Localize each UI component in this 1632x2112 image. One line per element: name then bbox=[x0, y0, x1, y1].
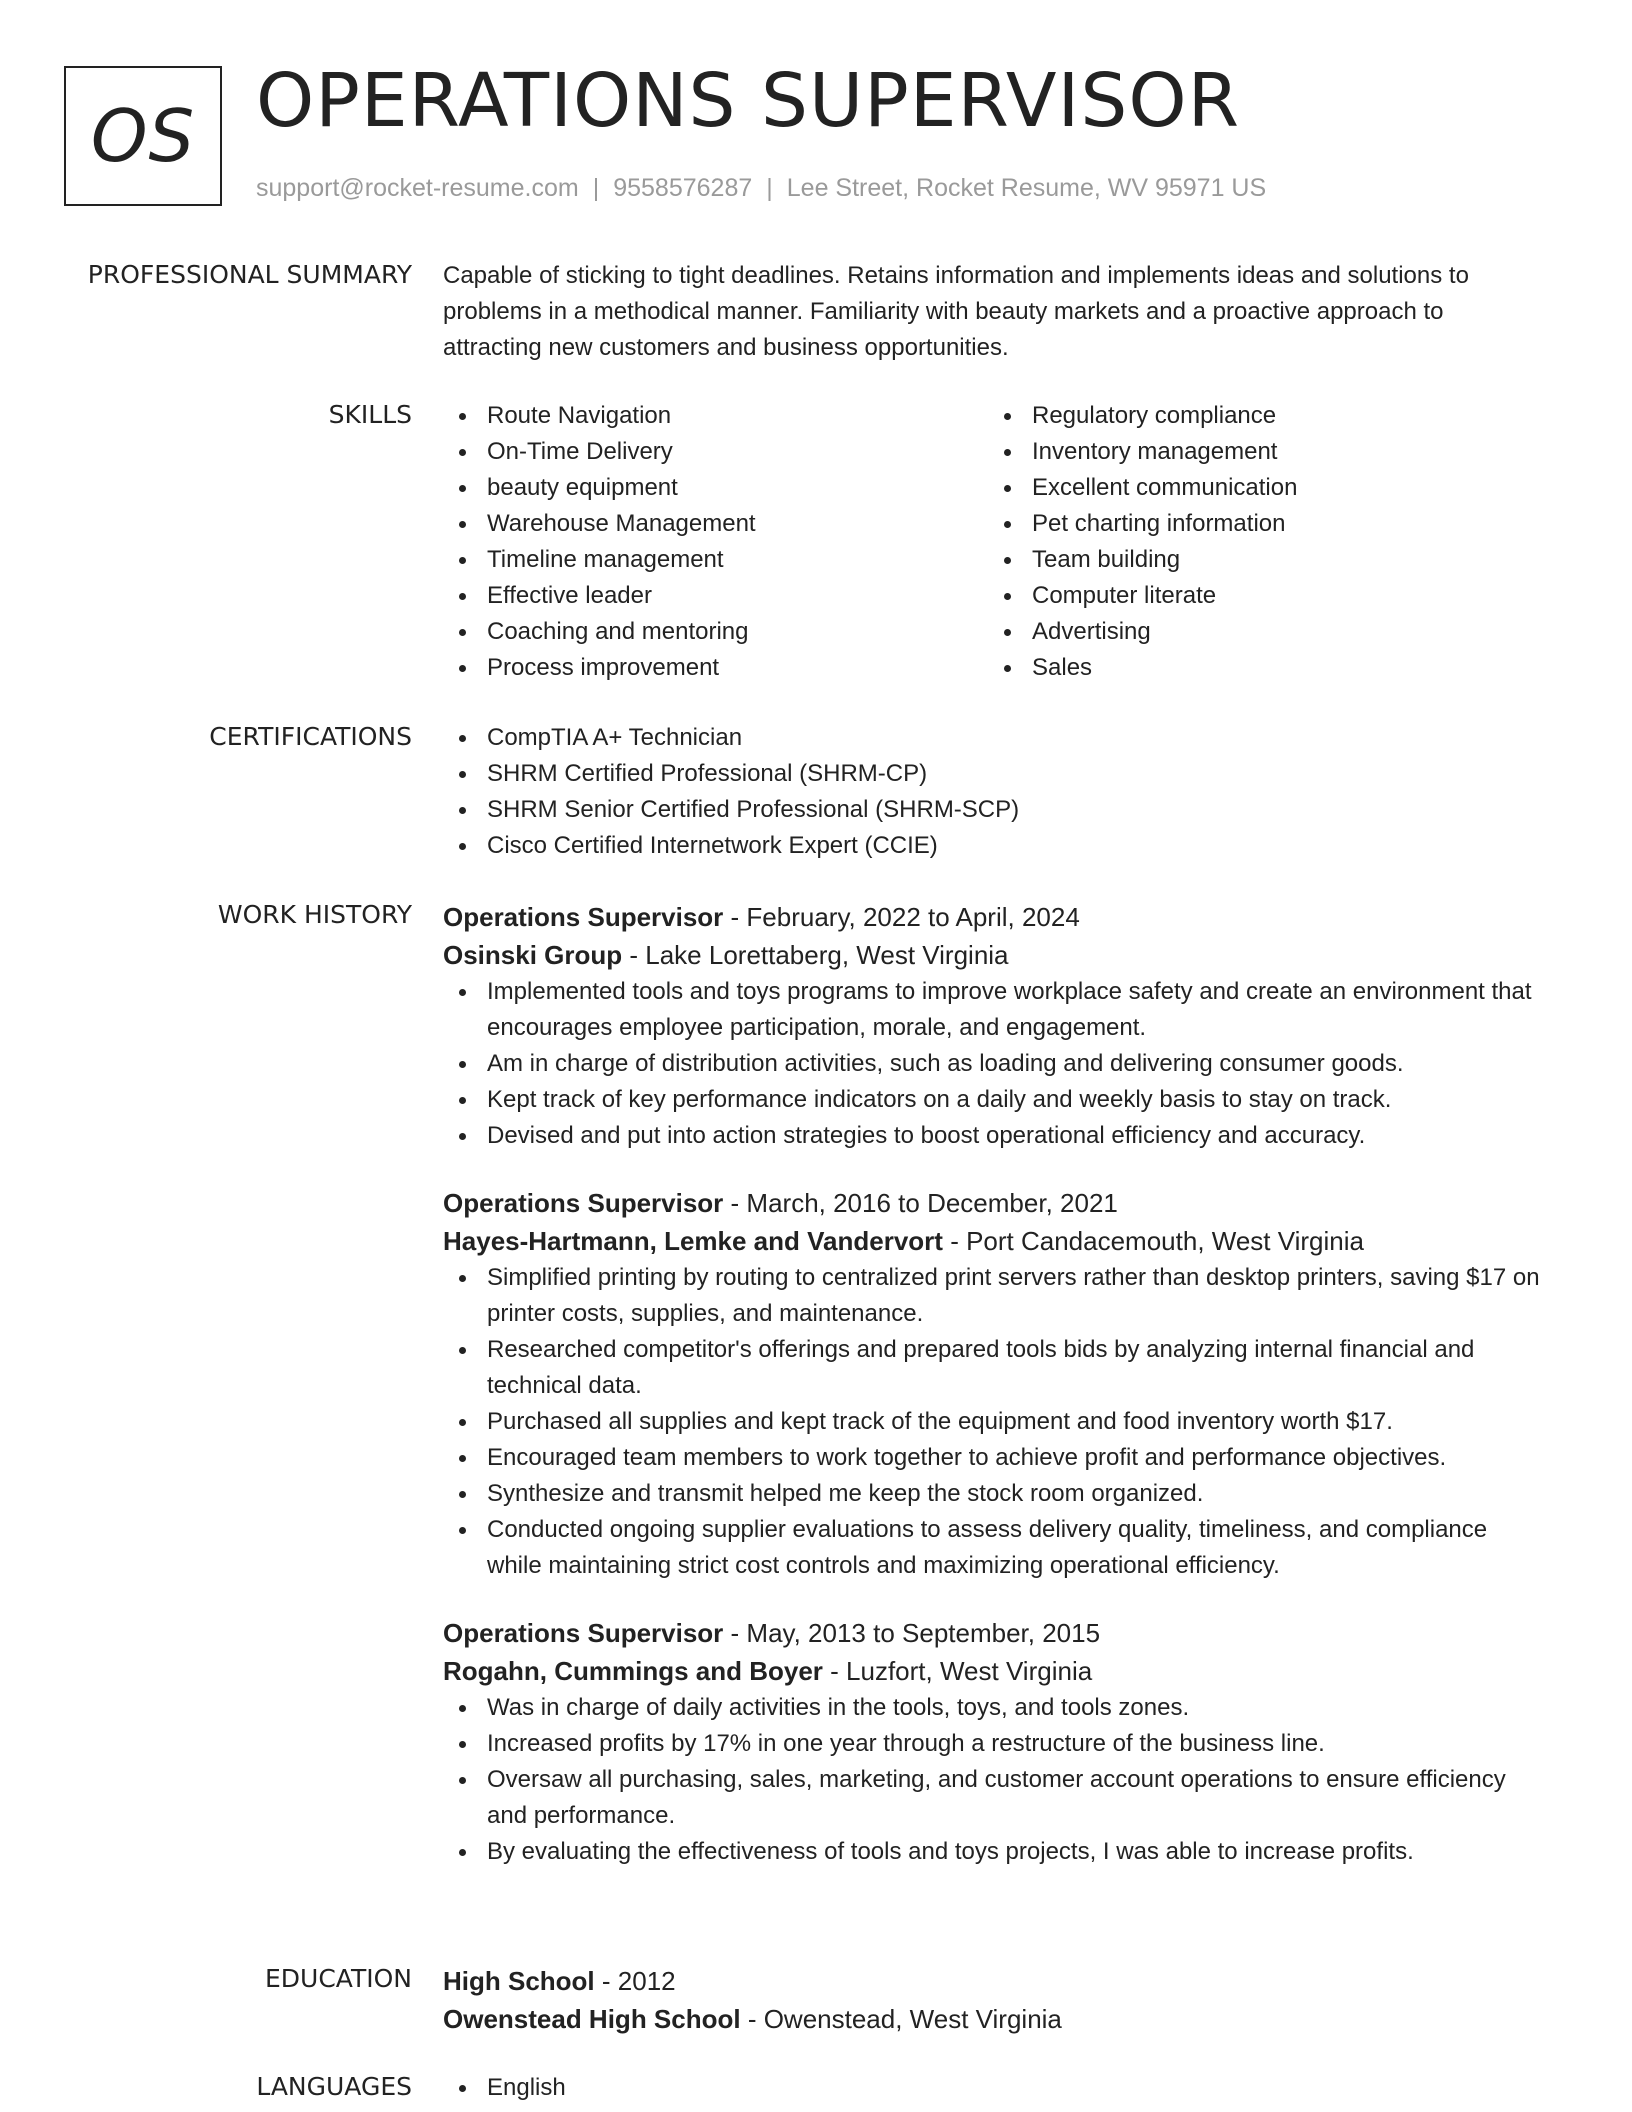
contact-phone: 9558576287 bbox=[613, 174, 753, 202]
education-school: Owenstead High School bbox=[443, 2004, 741, 2034]
summary-text: Capable of sticking to tight deadlines. Retains information and implements ideas and solutions to problems in a methodical manner. Familiarity with beauty markets and a proactive approach to attracting new customers and business opportunities. bbox=[443, 262, 1469, 361]
job-bullet: Researched competitor's offerings and prepared tools bids by analyzing internal financial and technical data. bbox=[443, 1332, 1543, 1404]
job-dates: - February, 2022 to April, 2024 bbox=[723, 902, 1080, 932]
job-bullet: Devised and put into action strategies to boost operational efficiency and accuracy. bbox=[443, 1118, 1543, 1154]
job-title-line bbox=[443, 1184, 1543, 1222]
job-bullet: Increased profits by 17% in one year through a restructure of the business line. bbox=[443, 1726, 1543, 1762]
certification-item: Cisco Certified Internetwork Expert (CCIE) bbox=[443, 828, 1543, 864]
job-title: Operations Supervisor bbox=[443, 1188, 724, 1218]
job-company: Osinski Group bbox=[443, 940, 623, 970]
page-title: OPERATIONS SUPERVISOR bbox=[256, 58, 1241, 144]
summary-content bbox=[443, 258, 1543, 366]
skill-item: Computer literate bbox=[988, 578, 1533, 614]
skill-item: Process improvement bbox=[443, 650, 988, 686]
job-entry bbox=[443, 1614, 1543, 1870]
contact-separator: | bbox=[766, 174, 773, 202]
skill-item: Inventory management bbox=[988, 434, 1533, 470]
job-bullets bbox=[443, 1690, 1543, 1870]
contact-email: support@rocket-resume.com bbox=[256, 174, 579, 202]
certification-item: SHRM Certified Professional (SHRM-CP) bbox=[443, 756, 1543, 792]
education-degree: High School bbox=[443, 1966, 595, 1996]
contact-separator: | bbox=[592, 174, 600, 202]
contact-line bbox=[256, 174, 1266, 203]
job-bullets bbox=[443, 1260, 1543, 1584]
language-item: English bbox=[443, 2070, 1543, 2106]
skill-item: On-Time Delivery bbox=[443, 434, 988, 470]
skill-item: Pet charting information bbox=[988, 506, 1533, 542]
skill-item: Sales bbox=[988, 650, 1533, 686]
job-location: - Lake Lorettaberg, West Virginia bbox=[622, 940, 1009, 970]
section-label-languages: LANGUAGES bbox=[256, 2072, 412, 2101]
education-location: - Owenstead, West Virginia bbox=[740, 2004, 1062, 2034]
languages-list bbox=[443, 2070, 1543, 2106]
skill-item: Route Navigation bbox=[443, 398, 988, 434]
section-label-work-history: WORK HISTORY bbox=[217, 900, 412, 929]
section-label-education: EDUCATION bbox=[265, 1964, 412, 1993]
job-entry bbox=[443, 898, 1543, 1154]
job-bullet: Encouraged team members to work together to achieve profit and performance objectives. bbox=[443, 1440, 1543, 1476]
education-school-line bbox=[443, 2000, 1543, 2038]
skills-list-right bbox=[988, 398, 1533, 686]
certifications-content bbox=[443, 720, 1543, 864]
job-title: Operations Supervisor bbox=[443, 902, 724, 932]
job-bullet: Was in charge of daily activities in the tools, toys, and tools zones. bbox=[443, 1690, 1543, 1726]
job-title-line bbox=[443, 1614, 1543, 1652]
job-bullet: Implemented tools and toys programs to improve workplace safety and create an environment that encourages employee participation, morale, and engagement. bbox=[443, 974, 1543, 1046]
job-bullet: Purchased all supplies and kept track of the equipment and food inventory worth $17. bbox=[443, 1404, 1543, 1440]
certification-item: CompTIA A+ Technician bbox=[443, 720, 1543, 756]
job-company-line bbox=[443, 1222, 1543, 1260]
job-entry bbox=[443, 1184, 1543, 1584]
education-content bbox=[443, 1962, 1543, 2038]
skills-column-right bbox=[988, 398, 1533, 686]
job-bullet: Synthesize and transmit helped me keep the stock room organized. bbox=[443, 1476, 1543, 1512]
skill-item: Excellent communication bbox=[988, 470, 1533, 506]
job-bullet: Simplified printing by routing to centralized print servers rather than desktop printers, saving $17 on printer costs, supplies, and maintenance. bbox=[443, 1260, 1543, 1332]
job-company: Rogahn, Cummings and Boyer bbox=[443, 1656, 823, 1686]
job-title: Operations Supervisor bbox=[443, 1618, 724, 1648]
skill-item: Timeline management bbox=[443, 542, 988, 578]
skill-item: beauty equipment bbox=[443, 470, 988, 506]
work-history-content bbox=[443, 898, 1543, 1900]
job-dates: - May, 2013 to September, 2015 bbox=[723, 1618, 1101, 1648]
skill-item: Advertising bbox=[988, 614, 1533, 650]
job-bullet: By evaluating the effectiveness of tools and toys projects, I was able to increase profits. bbox=[443, 1834, 1543, 1870]
skills-column-left bbox=[443, 398, 988, 686]
skills-columns bbox=[443, 398, 1543, 686]
job-location: - Luzfort, West Virginia bbox=[822, 1656, 1093, 1686]
job-bullet: Conducted ongoing supplier evaluations to assess delivery quality, timeliness, and compliance while maintaining strict cost controls and maximizing operational efficiency. bbox=[443, 1512, 1543, 1584]
job-company-line bbox=[443, 936, 1543, 974]
job-bullet: Oversaw all purchasing, sales, marketing, and customer account operations to ensure efficiency and performance. bbox=[443, 1762, 1543, 1834]
job-company: Hayes-Hartmann, Lemke and Vandervort bbox=[443, 1226, 943, 1256]
skills-list-left bbox=[443, 398, 988, 686]
job-dates: - March, 2016 to December, 2021 bbox=[723, 1188, 1118, 1218]
certifications-list bbox=[443, 720, 1543, 864]
monogram-badge: OS bbox=[64, 66, 222, 206]
section-label-skills: SKILLS bbox=[328, 400, 412, 429]
section-label-summary: PROFESSIONAL SUMMARY bbox=[87, 260, 412, 289]
skill-item: Warehouse Management bbox=[443, 506, 988, 542]
certification-item: SHRM Senior Certified Professional (SHRM-SCP) bbox=[443, 792, 1543, 828]
education-degree-line bbox=[443, 1962, 1543, 2000]
job-title-line bbox=[443, 898, 1543, 936]
job-company-line bbox=[443, 1652, 1543, 1690]
skill-item: Coaching and mentoring bbox=[443, 614, 988, 650]
contact-address: Lee Street, Rocket Resume, WV 95971 US bbox=[786, 174, 1267, 202]
job-bullets bbox=[443, 974, 1543, 1154]
skill-item: Effective leader bbox=[443, 578, 988, 614]
education-year: - 2012 bbox=[594, 1966, 676, 1996]
job-bullet: Am in charge of distribution activities, such as loading and delivering consumer goods. bbox=[443, 1046, 1543, 1082]
job-bullet: Kept track of key performance indicators on a daily and weekly basis to stay on track. bbox=[443, 1082, 1543, 1118]
section-label-certifications: CERTIFICATIONS bbox=[209, 722, 412, 751]
skill-item: Team building bbox=[988, 542, 1533, 578]
skill-item: Regulatory compliance bbox=[988, 398, 1533, 434]
languages-content bbox=[443, 2070, 1543, 2106]
job-location: - Port Candacemouth, West Virginia bbox=[942, 1226, 1364, 1256]
